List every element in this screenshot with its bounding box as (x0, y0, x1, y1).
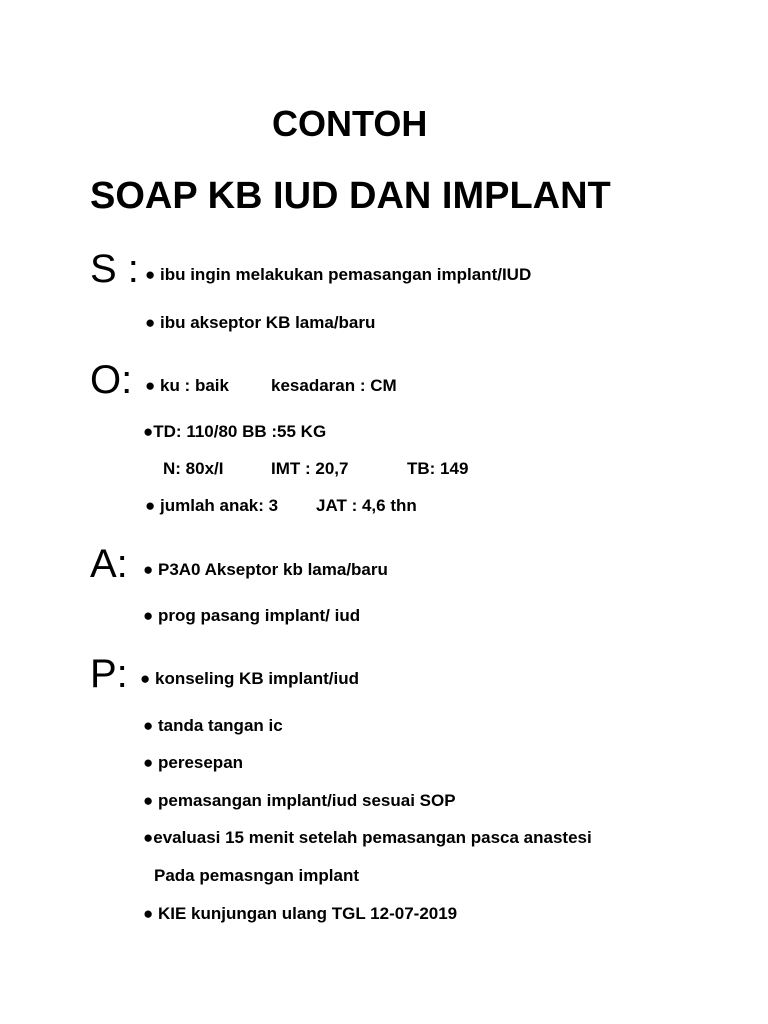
p-item-3: ● peresepan (143, 753, 244, 772)
s-item-1: ● ibu ingin melakukan pemasangan implant/IUD (145, 265, 532, 284)
p-item-2: ● tanda tangan ic (143, 716, 283, 735)
p-item-4: ● pemasangan implant/iud sesuai SOP (143, 791, 456, 810)
o-td-bb: ●TD: 110/80 BB :55 KG (143, 422, 327, 441)
section-s-label: S : (90, 247, 139, 291)
p-item-5: ●evaluasi 15 menit setelah pemasangan pasca anastesi (143, 828, 592, 847)
o-imt: IMT : 20,7 (271, 459, 349, 478)
a-item-2: ● prog pasang implant/ iud (143, 606, 361, 625)
p-item-5-continued: Pada pemasngan implant (154, 866, 359, 885)
o-jat: JAT : 4,6 thn (316, 496, 417, 515)
document-title-line1: CONTOH (272, 103, 428, 144)
o-nadi: N: 80x/I (163, 459, 224, 478)
section-a-label: A: (90, 542, 128, 586)
p-item-6: ● KIE kunjungan ulang TGL 12-07-2019 (143, 904, 458, 923)
section-p-label: P: (90, 652, 128, 696)
section-o-label: O: (90, 358, 133, 402)
o-kesadaran: kesadaran : CM (271, 376, 397, 395)
a-item-1: ● P3A0 Akseptor kb lama/baru (143, 560, 388, 579)
o-ku: ● ku : baik (145, 376, 229, 395)
s-item-2: ● ibu akseptor KB lama/baru (145, 313, 376, 332)
document-title-line2: SOAP KB IUD DAN IMPLANT (90, 175, 611, 217)
o-jumlah-anak: ● jumlah anak: 3 (145, 496, 279, 515)
o-tb: TB: 149 (407, 459, 469, 478)
p-item-1: ● konseling KB implant/iud (140, 669, 359, 688)
